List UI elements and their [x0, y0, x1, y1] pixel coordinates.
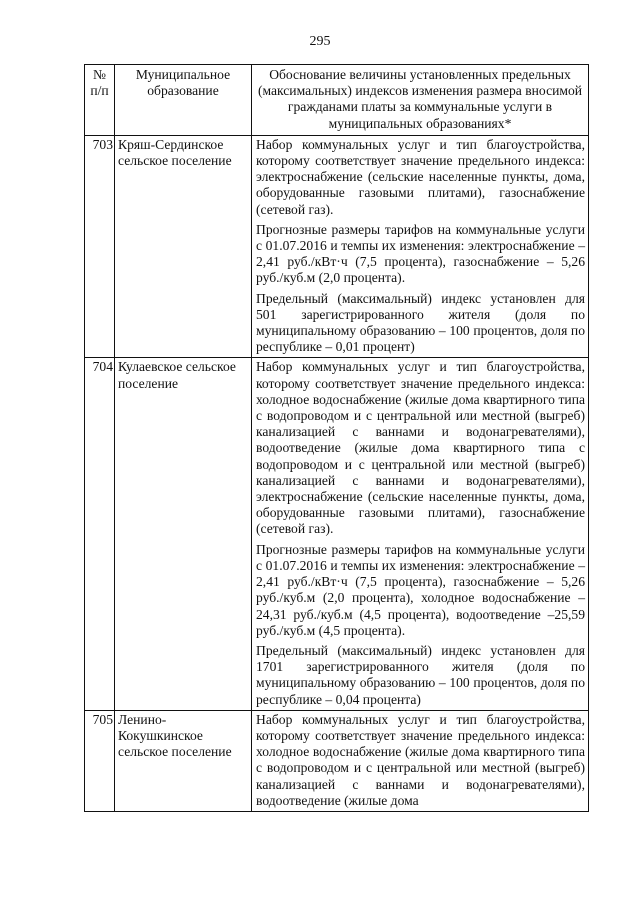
- page-number: 295: [309, 34, 331, 49]
- justification-paragraph: Набор коммунальных услуг и тип благоустройства, которому соответствует значение предельного индекса: электроснабжение (сельские населенные пункты, дома, оборудованные газовыми плитами), газоснабжение (сетевой газ).: [256, 136, 585, 217]
- justification-cell: [252, 135, 589, 358]
- row-number: 704: [85, 358, 115, 710]
- justification-paragraph: Прогнозные размеры тарифов на коммунальные услуги с 01.07.2016 и темпы их изменения: электроснабжение – 2,41 руб./кВт·ч (7,5 процента), газоснабжение – 5,26 руб./куб.м (2,0 процента).: [256, 221, 585, 286]
- header-municipality: Муниципальное образование: [115, 65, 252, 136]
- row-number: 705: [85, 710, 115, 811]
- justification-paragraph: Прогнозные размеры тарифов на коммунальные услуги с 01.07.2016 и темпы их изменения: электроснабжение – 2,41 руб./кВт·ч (7,5 процента), газоснабжение – 5,26 руб./куб.м (2,0 процента), холодное водоснабжение – 24,31 руб./куб.м (4,5 процента), водоотведение –25,59 руб./куб.м (4,5 процента).: [256, 541, 585, 638]
- table-row: [85, 135, 589, 358]
- tariff-index-table: [84, 64, 589, 812]
- municipality-name: Ленино-Кокушкинское сельское поселение: [115, 710, 252, 811]
- header-num: № п/п: [85, 65, 115, 136]
- table-header-row: [85, 65, 589, 136]
- row-number: 703: [85, 135, 115, 358]
- table-row: [85, 710, 589, 811]
- municipality-name: Кряш-Сердинское сельское поселение: [115, 135, 252, 358]
- header-justification: Обоснование величины установленных предельных (максимальных) индексов изменения размера вносимой гражданами платы за коммунальные услуги в муниципальных образованиях*: [252, 65, 589, 136]
- justification-cell: [252, 358, 589, 710]
- justification-cell: [252, 710, 589, 811]
- justification-paragraph: Предельный (максимальный) индекс установлен для 501 зарегистрированного жителя (доля по муниципальному образованию – 100 процентов, доля по республике – 0,01 процент): [256, 290, 585, 355]
- justification-paragraph: Набор коммунальных услуг и тип благоустройства, которому соответствует значение предельного индекса: холодное водоснабжение (жилые дома квартирного типа с водопроводом и с центральной или местной (выгреб) канализацией с ваннами и водонагревателями), водоотведение (жилые дома квартирного типа с водопроводом и с центральной или местной (выгреб) канализацией с ваннами и водонагревателями), электроснабжение (сельские населенные пункты, дома, оборудованные газовыми плитами), газоснабжение (сетевой газ).: [256, 359, 585, 537]
- table-row: [85, 358, 589, 710]
- municipality-name: Кулаевское сельское поселение: [115, 358, 252, 710]
- justification-paragraph: Набор коммунальных услуг и тип благоустройства, которому соответствует значение предельного индекса: холодное водоснабжение (жилые дома квартирного типа с водопроводом и с центральной или местной (выгреб) канализацией с ваннами и водонагревателями), водоотведение (жилые дома: [256, 711, 585, 808]
- justification-paragraph: Предельный (максимальный) индекс установлен для 1701 зарегистрированного жителя (доля по муниципальному образованию – 100 процентов, доля по республике – 0,04 процента): [256, 642, 585, 707]
